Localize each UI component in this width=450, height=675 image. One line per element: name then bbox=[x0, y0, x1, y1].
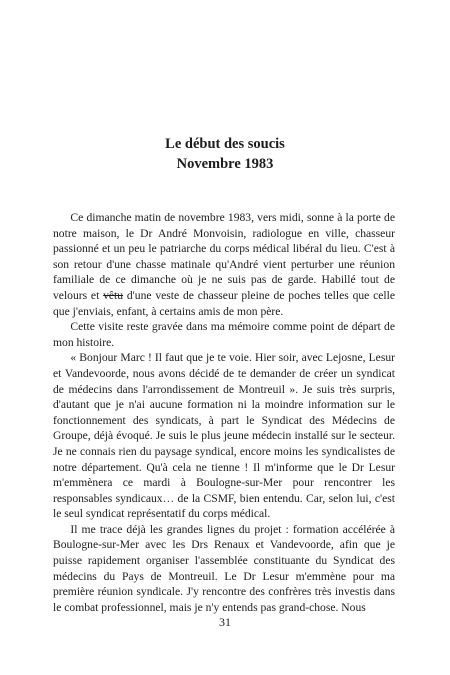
paragraph-1-text-start: Ce dimanche matin de novembre 1983, vers midi, sonne à la porte de notre maison, le Dr André Monvoisin, radiologue en ville, chasseur passionné et un peu le patriarche du corps médical libéral du lieu. C'est à son retour d'une chasse matinale qu'André vient perturber une réunion familiale de ce dimanche où je ne suis pas de garde. Habillé tout de velours et bbox=[53, 211, 395, 302]
chapter-heading bbox=[0, 134, 450, 174]
paragraph-3: « Bonjour Marc ! Il faut que je te voie. Hier soir, avec Lejosne, Lesur et Vandevoorde, nous avons décidé de te demander de créer un syndicat de médecins dans l'arrondissement de Montreuil ». Je suis très surpris, d'autant que je n'ai aucune formation ni la moindre information sur le fonctionnement des syndicats, à part le Syndicat des Médecins de Groupe, déjà évoqué. Je suis le plus jeune médecin installé sur le secteur. Je ne connais rien du paysage syndical, encore moins les syndicalistes de notre département. Qu'à cela ne tienne ! Il m'informe que le Dr Lesur m'emmènera ce mardi à Boulogne-sur-Mer pour rencontrer les responsables syndicaux… de la CSMF, bien entendu. Car, selon lui, c'est le seul syndicat représentatif du corps médical. bbox=[53, 351, 395, 521]
chapter-date: Novembre 1983 bbox=[176, 156, 274, 172]
paragraph-4: Il me trace déjà les grandes lignes du projet : formation accélérée à Boulogne-sur-Mer avec les Drs Renaux et Vandevoorde, afin que je puisse rapidement organiser l'assemblée constituante du Syndicat des médecins du Pays de Montreuil. Le Dr Lesur m'emmène pour ma première réunion syndicale. J'y rencontre des confrères très investis dans le combat professionnel, mais je n'y entends pas grand-chose. Nous bbox=[53, 522, 395, 614]
paragraph-1-text-end: d'une veste de chasseur pleine de poches telles que celle que j'enviais, enfant, à certains amis de mon père. bbox=[53, 288, 395, 318]
paragraph-2: Cette visite reste gravée dans ma mémoire comme point de départ de mon histoire. bbox=[53, 320, 395, 349]
paragraph-1 bbox=[53, 210, 395, 319]
chapter-title: Le début des soucis bbox=[165, 136, 285, 152]
body-text bbox=[53, 210, 395, 615]
page-number: 31 bbox=[219, 615, 231, 629]
struck-word: vêtu bbox=[103, 288, 124, 302]
